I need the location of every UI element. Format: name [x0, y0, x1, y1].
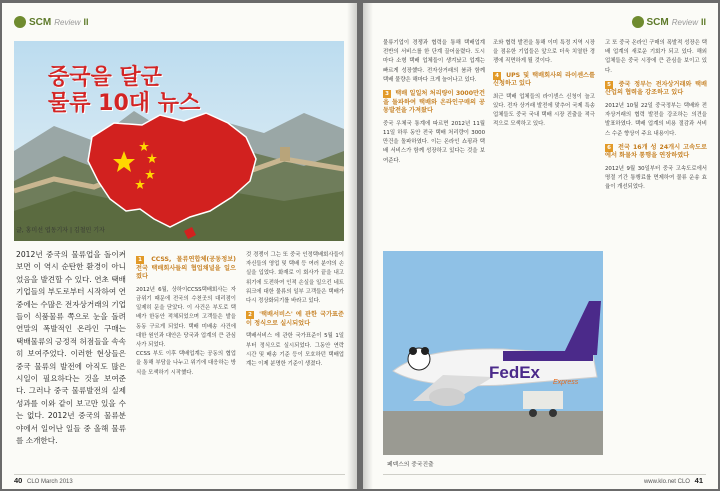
left-column-3: [246, 251, 344, 369]
fedex-plane-illustration: [383, 251, 603, 455]
left-footer: [14, 476, 73, 485]
logo-circle-icon: [14, 16, 26, 28]
section-logo: [632, 13, 706, 31]
right-page-header: [383, 9, 706, 35]
section-logo: [14, 13, 88, 31]
right-col2-body: 조와 협력 발전을 통해 이미 특정 지역 시장을 점유한 기업들은 앞으로 더욱 치열한 경쟁에 직면하게 될 것이다.: [493, 40, 595, 65]
right-column-1: [383, 39, 485, 166]
section-2-heading: [246, 311, 344, 328]
section-3-number: 3: [383, 90, 391, 98]
left-page: [2, 3, 357, 489]
hero-byline: 글, 홍미선 엽동기자 | 김철민 기자: [16, 227, 105, 234]
section-5-number: 5: [605, 81, 613, 89]
right-footer: [644, 476, 706, 485]
section-2-title: '택배서비스' 에 관한 국가표준이 정식으로 실시되었다: [246, 311, 344, 327]
section-1-continued: 것 경쟁이 그는 또 중국 인정택배회사들이 자신들의 영업 및 택배 등 여러 분야의 손실을 입었다. 화재로 이 회사가 끝을 내고 위기에 도전하여 인적 손실을 일으킨 네트워크에 대한 물류의 일부 고객들은 택배가 다시 정상화되기를 바라고 있다.: [246, 252, 344, 305]
section-4-heading: [493, 72, 595, 89]
logo-circle-icon: [632, 16, 644, 28]
section-1-body-2: CCSS 부도 이후 택배업계는 공동의 협업을 통해 부담을 나누고 위기에 대응하는 방식을 모색하기 시작했다.: [136, 351, 236, 376]
right-column-2: [493, 39, 595, 130]
hero-title-line1: 중국을 달군: [48, 65, 162, 90]
section-1-heading: [136, 256, 236, 282]
logo-review-text: Review: [54, 17, 81, 27]
logo-roman-numeral: II: [83, 17, 89, 27]
right-column-3: [605, 39, 707, 193]
fedex-logo-text: FedEx: [489, 363, 541, 382]
section-4-title: UPS 및 택배회사의 라이센스를 신청하고 있다: [493, 71, 595, 88]
section-1-body: 2012년 6월, 상하이CCSS택배회사는 자금위기 때문에 전국의 수천곳의 대리점이 일제히 문을 닫았다. 이 사건은 부도로 택배가 한동안 적체되었으며 고객들은 발을 동동 구르게 되었다. 택배 미배송 사건에 대한 원인과 대안은 당국과 업계의 큰 관심사가 되었다.: [136, 286, 236, 348]
right-page: [363, 3, 718, 489]
left-page-header: [14, 9, 345, 35]
fedex-logo: [489, 363, 540, 383]
hero-title-line2: 물류 10대 뉴스: [48, 91, 201, 116]
right-footer-text: www.klo.net CLO: [643, 479, 690, 485]
left-page-number: 40: [14, 476, 23, 485]
section-4-number: 4: [493, 72, 501, 80]
page-gutter: [363, 3, 373, 489]
photo-caption: 페덱스의 중국진출: [387, 462, 434, 468]
section-1-title: CCSS, 물류연합체(공동정보) 전국 택배회사들의 협업채널을 일으켰다: [136, 256, 236, 281]
logo-scm-text: SCM: [646, 16, 669, 28]
section-6-number: 6: [605, 144, 613, 152]
section-6-body: 2012년 9월 30일부터 중국 고속도로에서 명절 기간 통행료를 면제하여 물류 운송 효율이 개선되었다.: [605, 166, 707, 191]
section-6-title: 전국 16개 성 24개시 고속도로에서 화물차 통행을 연장하였다: [605, 143, 708, 160]
section-3-heading: [383, 90, 485, 116]
section-3-body: 중국 우체국 통계에 따르면 2012년 11월 11일 하루 동안 전국 택배 처리량이 3000만건을 돌파하였다. 이는 온라인 쇼핑과 택배 서비스가 함께 성장하고 있다는 것을 보여준다.: [383, 120, 485, 164]
section-5-title: 중국 정부는 전자상거래와 택배 산업의 협력을 강조하고 있다: [605, 80, 707, 97]
logo-review-text: Review: [671, 17, 698, 27]
hero-image: [14, 41, 344, 241]
hero-title: [48, 65, 200, 117]
section-5-body: 2012년 10월 22일 중국정부는 택배와 전자상거래의 협력 발전을 강조하는 의견을 발표하였다. 택배 업계의 비용 절감과 서비스 수준 향상이 주요 내용이다.: [605, 103, 707, 137]
section-6-heading: [605, 144, 707, 161]
footer-rule: [383, 474, 706, 475]
section-1-number: 1: [136, 256, 144, 264]
fedex-plane-photo: [383, 251, 603, 455]
footer-rule: [14, 474, 345, 475]
left-footer-text: CLO March 2013: [27, 479, 73, 485]
left-column-2: [136, 251, 236, 378]
section-2-number: 2: [246, 311, 254, 319]
magazine-spread: [2, 3, 718, 489]
right-page-number: 41: [694, 476, 703, 485]
section-3-title: 택배 일일처 처리량이 3000만건을 돌파하여 택배와 온라인구매의 공동발전을 가져왔다: [383, 90, 486, 115]
section-5-heading: [605, 81, 707, 98]
right-intro-text: 물류기업이 경쟁과 협력을 통해 택배업계 전반의 서비스를 한 단계 끌어올렸다. 도시마다 소형 택배 업체들이 생겨났고 업계는 빠르게 성장했다. 전자상거래의 붐과 함께 택배 물량은 해마다 크게 늘어나고 있다.: [383, 40, 485, 83]
fedex-express-text: Express: [553, 379, 579, 386]
section-4-body: 최근 택배 업체들의 라이센스 신청이 늘고 있다. 전자 상거래 발전에 맞추어 국제 특송 업체들도 중국 국내 택배 시장 진출을 적극적으로 모색하고 있다.: [493, 93, 595, 128]
logo-roman-numeral: II: [700, 17, 706, 27]
right-col3-body: 고 또 중국 온라인 구매의 폭발적 성장은 택배 업계의 새로운 기회가 되고 있다. 해외 업체들은 중국 시장에 큰 관심을 보이고 있다.: [605, 40, 707, 74]
logo-scm-text: SCM: [29, 16, 52, 28]
section-2-body: 택배서비스 에 관한 국가표준이 5월 1일부터 정식으로 실시되었다. 그동안 연락 시간 및 배송 기준 등이 모호하던 택배업계는 이제 분명한 기준이 생겼다.: [246, 333, 344, 368]
page-gutter: [347, 3, 357, 489]
lead-paragraph: 2012년 중국의 물류업을 돌이켜 보면 이 역시 순탄한 환경이 아니었음을 발견할 수 있다. 연초 택배기업들의 부도로부터 시작하여 연중에는 수많은 전자상거래의 기업들이 식품물류 쪽으로 눈을 돌려 연말의 폭발적인 온라인 구매는 택배물류의 긍정적 허점들을 속속히 보여주었다. 이러한 현상들은 중국 물류의 발전에 아직도 많은 시일이 필요하다는 것을 보여준다. 그러나 중국 물류발전의 실제 성과를 이와 같이 보고만 있을 수는 없다. 2012년 중국의 물류분야에서 일어난 일들 중 올해 물류를 소개한다.: [16, 250, 126, 446]
